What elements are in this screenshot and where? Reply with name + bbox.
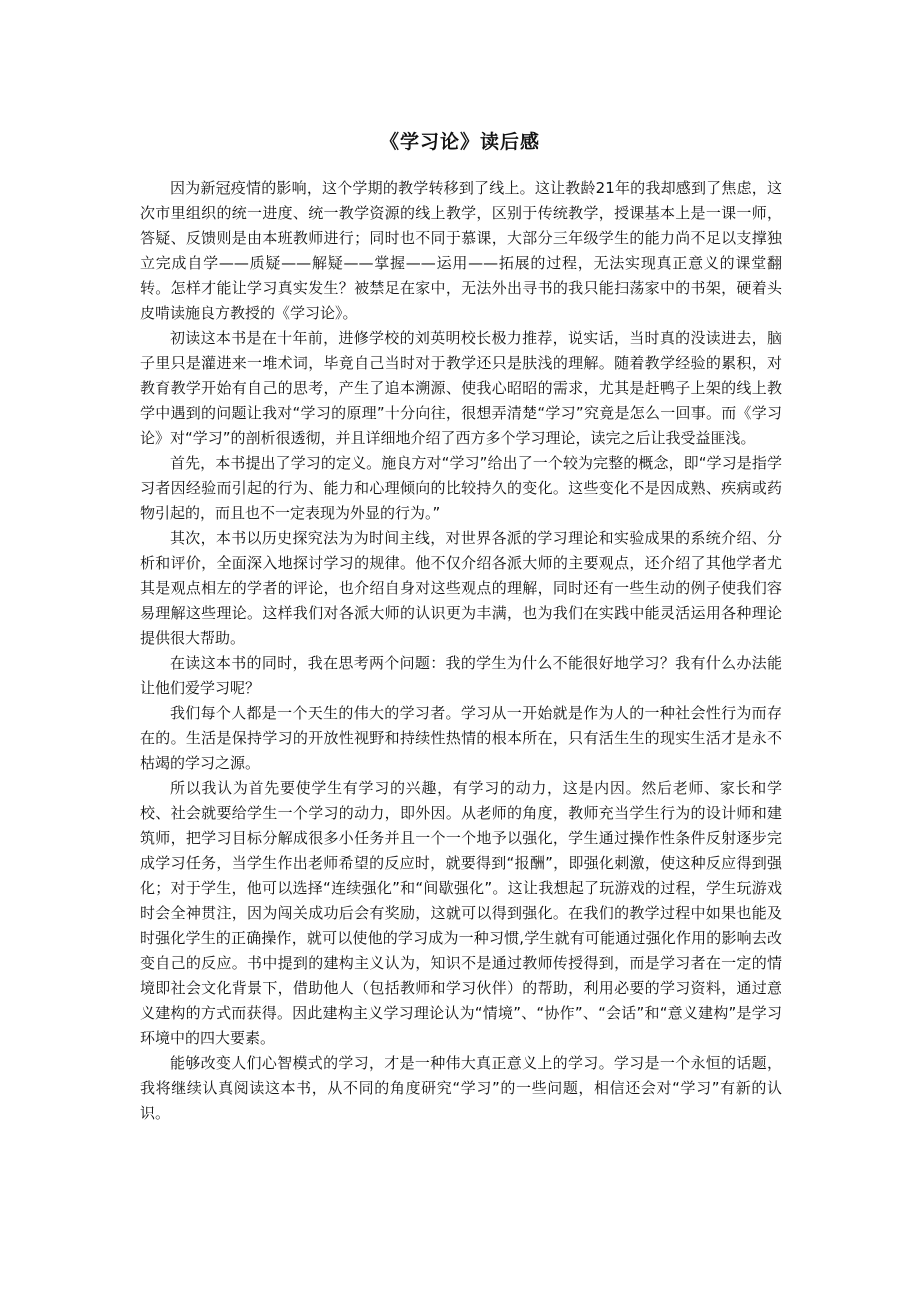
paragraph: 我们每个人都是一个天生的伟大的学习者。学习从一开始就是作为人的一种社会性行为而存在的。生活是保持学习的开放性视野和持续性热情的根本所在，只有活生生的现实生活才是永不枯竭的学习之源。	[140, 704, 782, 772]
paragraph: 首先，本书提出了学习的定义。施良方对“学习”给出了一个较为完整的概念，即“学习是指学习者因经验而引起的行为、能力和心理倾向的比较持久的变化。这些变化不是因成熟、疾病或药物引起的，而且也不一定表现为外显的行为。”	[140, 454, 782, 522]
document-body	[140, 176, 782, 1126]
document-title: 《学习论》读后感	[379, 131, 540, 153]
paragraph: 能够改变人们心智模式的学习，才是一种伟大真正意义上的学习。学习是一个永恒的话题，我将继续认真阅读这本书，从不同的角度研究“学习”的一些问题，相信还会对“学习”有新的认识。	[140, 1054, 782, 1122]
paragraph: 其次，本书以历史探究法为为时间主线，对世界各派的学习理论和实验成果的系统介绍、分析和评价，全面深入地探讨学习的规律。他不仅介绍各派大师的主要观点，还介绍了其他学者尤其是观点相左的学者的评论，也介绍自身对这些观点的理解，同时还有一些生动的例子使我们容易理解这些理论。这样我们对各派大师的认识更为丰满，也为我们在实践中能灵活运用各种理论提供很大帮助。	[140, 529, 782, 647]
paragraph: 在读这本书的同时，我在思考两个问题：我的学生为什么不能很好地学习？我有什么办法能让他们爱学习呢？	[140, 654, 782, 697]
paragraph: 因为新冠疫情的影响，这个学期的教学转移到了线上。这让教龄21年的我却感到了焦虑，这次市里组织的统一进度、统一教学资源的线上教学，区别于传统教学，授课基本上是一课一师，答疑、反馈则是由本班教师进行；同时也不同于慕课，大部分三年级学生的能力尚不足以支撑独立完成自学——质疑——解疑——掌握——运用——拓展的过程，无法实现真正意义的课堂翻转。怎样才能让学习真实发生？被禁足在家中，无法外出寻书的我只能扫荡家中的书架，硬着头皮啃读施良方教授的《学习论》。	[140, 179, 782, 322]
paragraph: 初读这本书是在十年前，进修学校的刘英明校长极力推荐，说实话，当时真的没读进去，脑子里只是灌进来一堆术词，毕竟自己当时对于教学还只是肤浅的理解。随着教学经验的累积，对教育教学开始有自己的思考，产生了追本溯源、使我心昭昭的需求，尤其是赶鸭子上架的线上教学中遇到的问题让我对“学习的原理”十分向往，很想弄清楚“学习”究竟是怎么一回事。而《学习论》对“学习”的剖析很透彻，并且详细地介绍了西方多个学习理论，读完之后让我受益匪浅。	[140, 329, 782, 447]
paragraph: 所以我认为首先要使学生有学习的兴趣，有学习的动力，这是内因。然后老师、家长和学校、社会就要给学生一个学习的动力，即外因。从老师的角度，教师充当学生行为的设计师和建筑师，把学习目标分解成很多小任务并且一个一个地予以强化，学生通过操作性条件反射逐步完成学习任务，当学生作出老师希望的反应时，就要得到“报酬”，即强化刺激，使这种反应得到强化；对于学生，他可以选择“连续强化”和“间歇强化”。这让我想起了玩游戏的过程，学生玩游戏时会全神贯注，因为闯关成功后会有奖励，这就可以得到强化。在我们的教学过程中如果也能及时强化学生的正确操作，就可以使他的学习成为一种习惯,学生就有可能通过强化作用的影响去改变自己的反应。书中提到的建构主义认为，知识不是通过教师传授得到，而是学习者在一定的情境即社会文化背景下，借助他人（包括教师和学习伙伴）的帮助，利用必要的学习资料，通过意义建构的方式而获得。因此建构主义学习理论认为“情境”、“协作”、“会话”和“意义建构”是学习环境中的四大要素。	[140, 779, 782, 1047]
